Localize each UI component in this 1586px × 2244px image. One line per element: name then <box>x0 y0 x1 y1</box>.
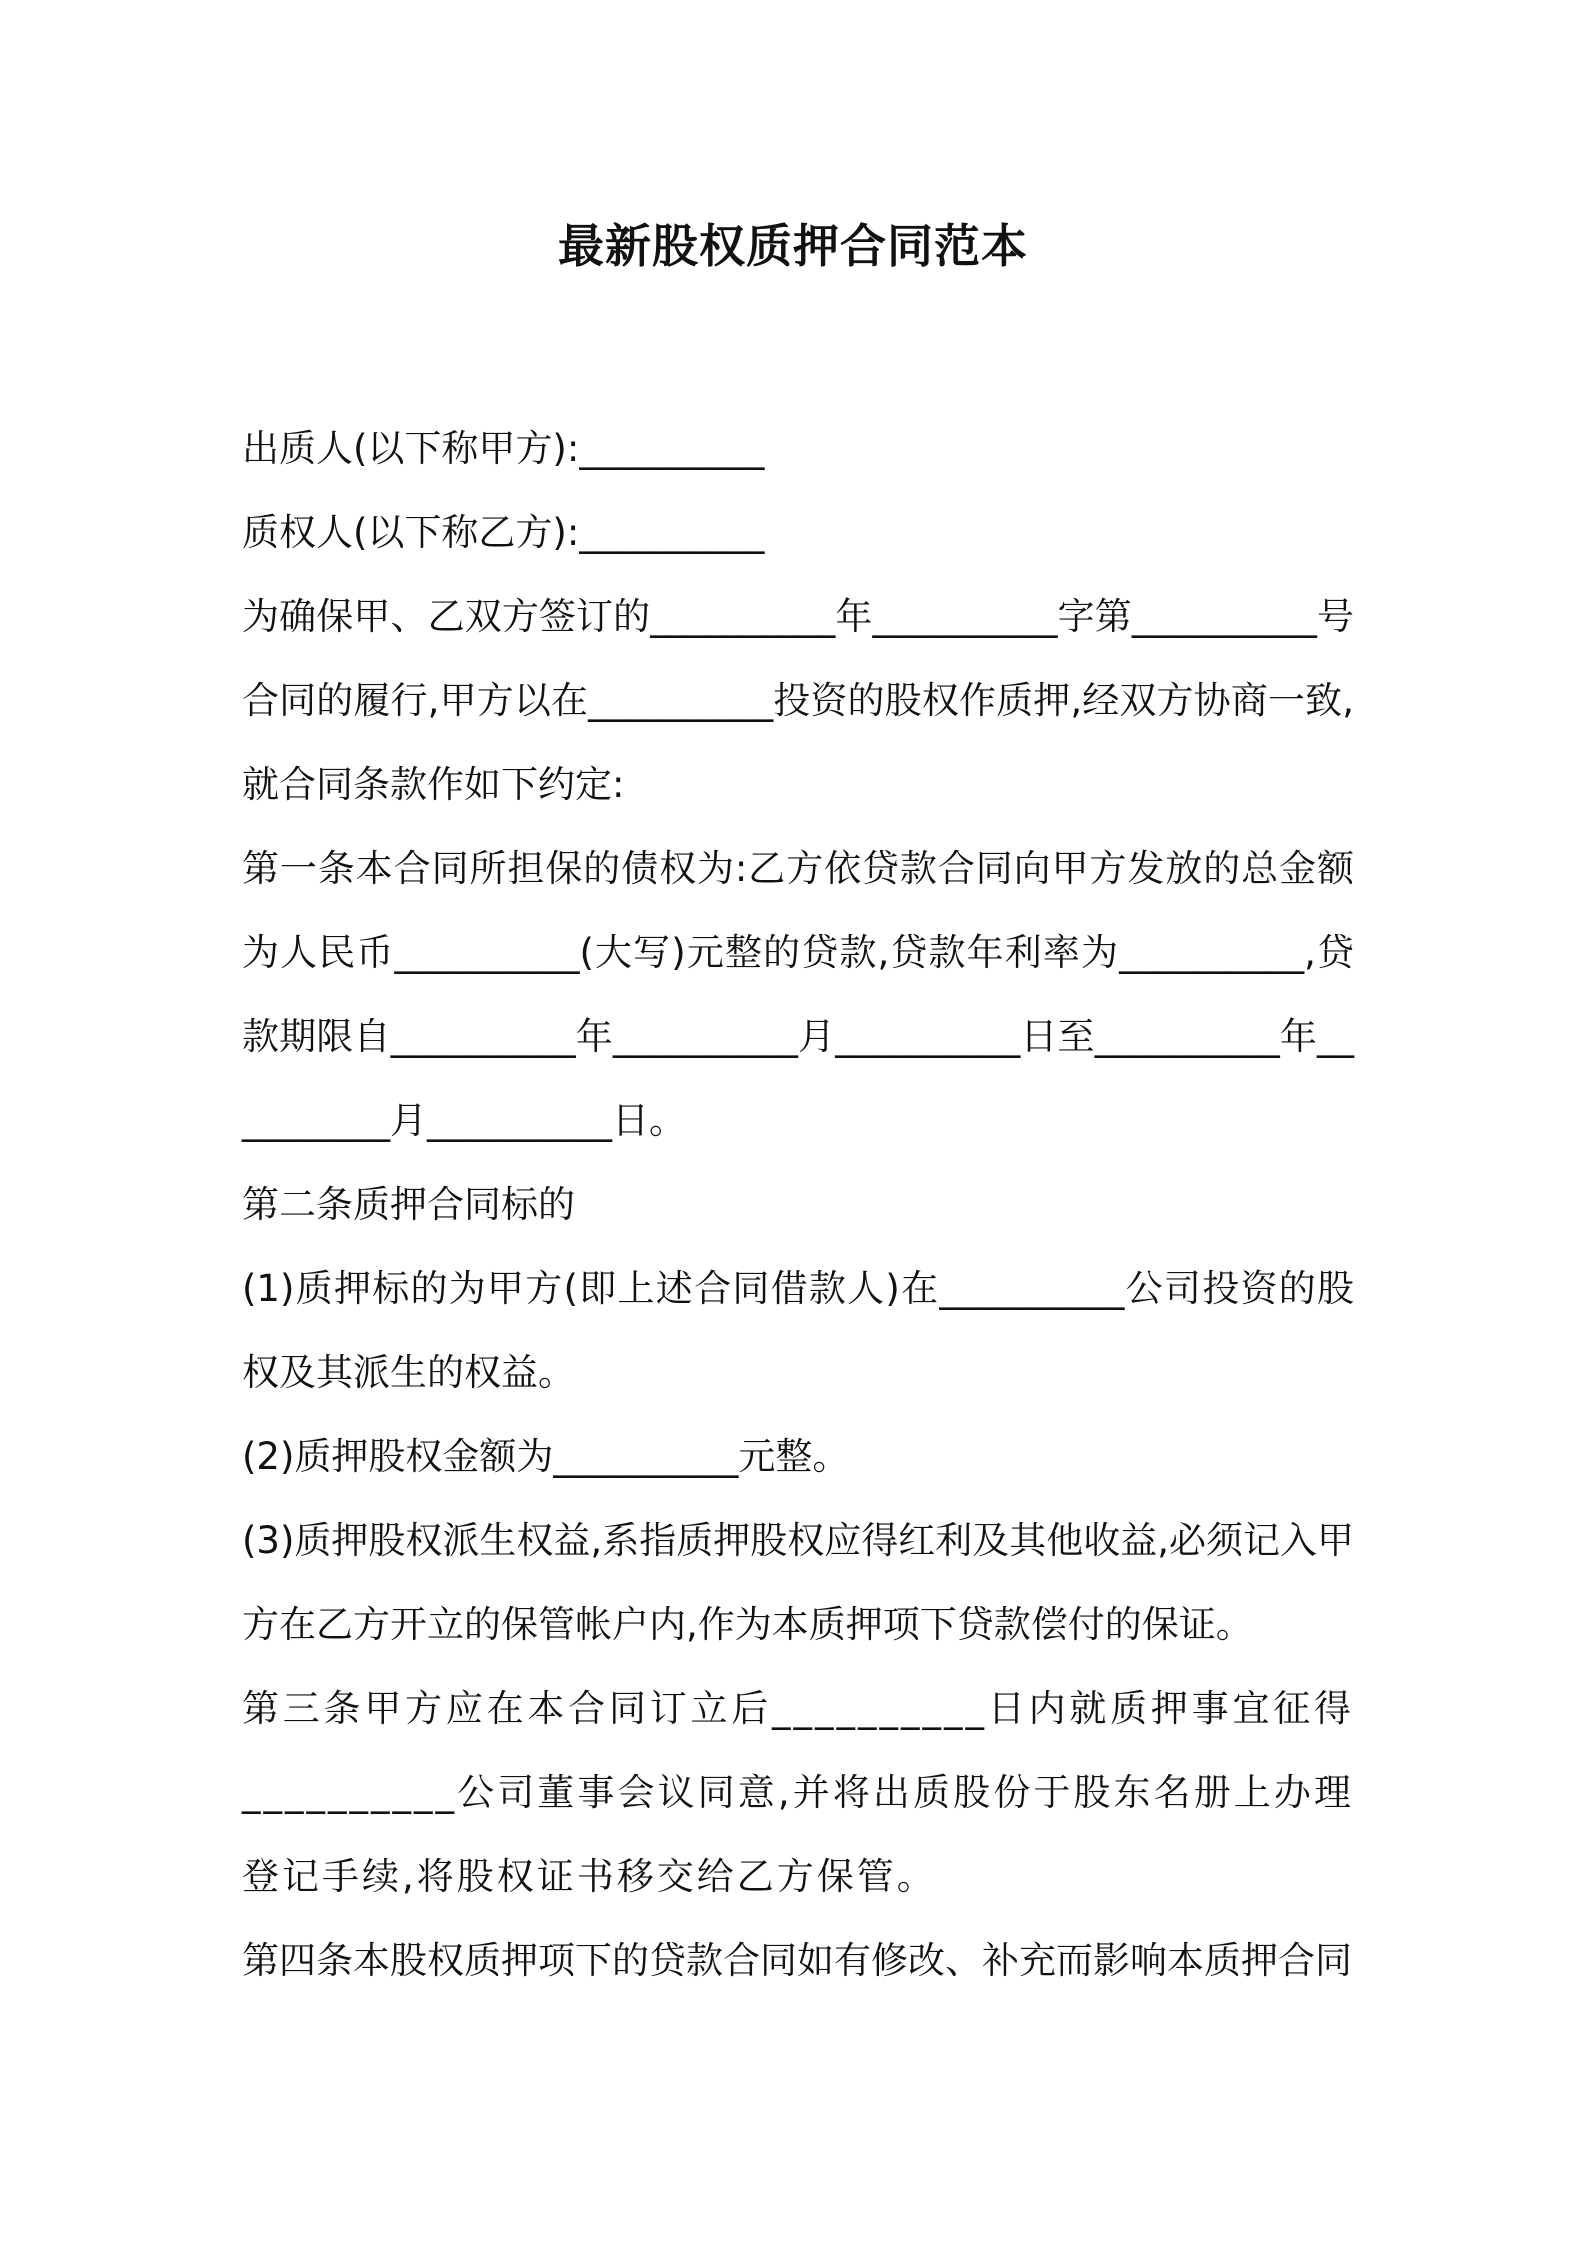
paragraph-pledgor: 出质人(以下称甲方):__________ <box>242 427 765 470</box>
paragraph-article-2-item-3: (3)质押股权派生权益,系指质押股权应得红利及其他收益,必须记入甲方在乙方开立的保管帐户内,作为本质押项下贷款偿付的保证。 <box>242 1519 1354 1646</box>
paragraph-preamble: 为确保甲、乙双方签订的__________年__________字第__________号合同的履行,甲方以在__________投资的股权作质押,经双方协商一致,就合同条款作如下约定: <box>242 595 1354 806</box>
paragraph-article-2-heading: 第二条质押合同标的 <box>242 1183 575 1226</box>
document-title: 最新股权质押合同范本 <box>558 219 1028 273</box>
paragraph-article-2-item-1: (1)质押标的为甲方(即上述合同借款人)在__________公司投资的股权及其派生的权益。 <box>242 1267 1354 1394</box>
document-body <box>242 407 1354 2003</box>
paragraph-article-3: 第三条甲方应在本合同订立后__________日内就质押事宜征得__________公司董事会议同意,并将出质股份于股东名册上办理登记手续,将股权证书移交给乙方保管。 <box>242 1687 1354 1898</box>
paragraph-article-1: 第一条本合同所担保的债权为:乙方依贷款合同向甲方发放的总金额为人民币__________(大写)元整的贷款,贷款年利率为__________,贷款期限自__________年__________月__________日至__________年__________月__________日。 <box>242 847 1354 1142</box>
paragraph-article-4: 第四条本股权质押项下的贷款合同如有修改、补充而影响本质押合同 <box>242 1939 1352 1982</box>
paragraph-article-2-item-2: (2)质押股权金额为__________元整。 <box>242 1435 850 1478</box>
paragraph-pledgee: 质权人(以下称乙方):__________ <box>242 511 765 554</box>
